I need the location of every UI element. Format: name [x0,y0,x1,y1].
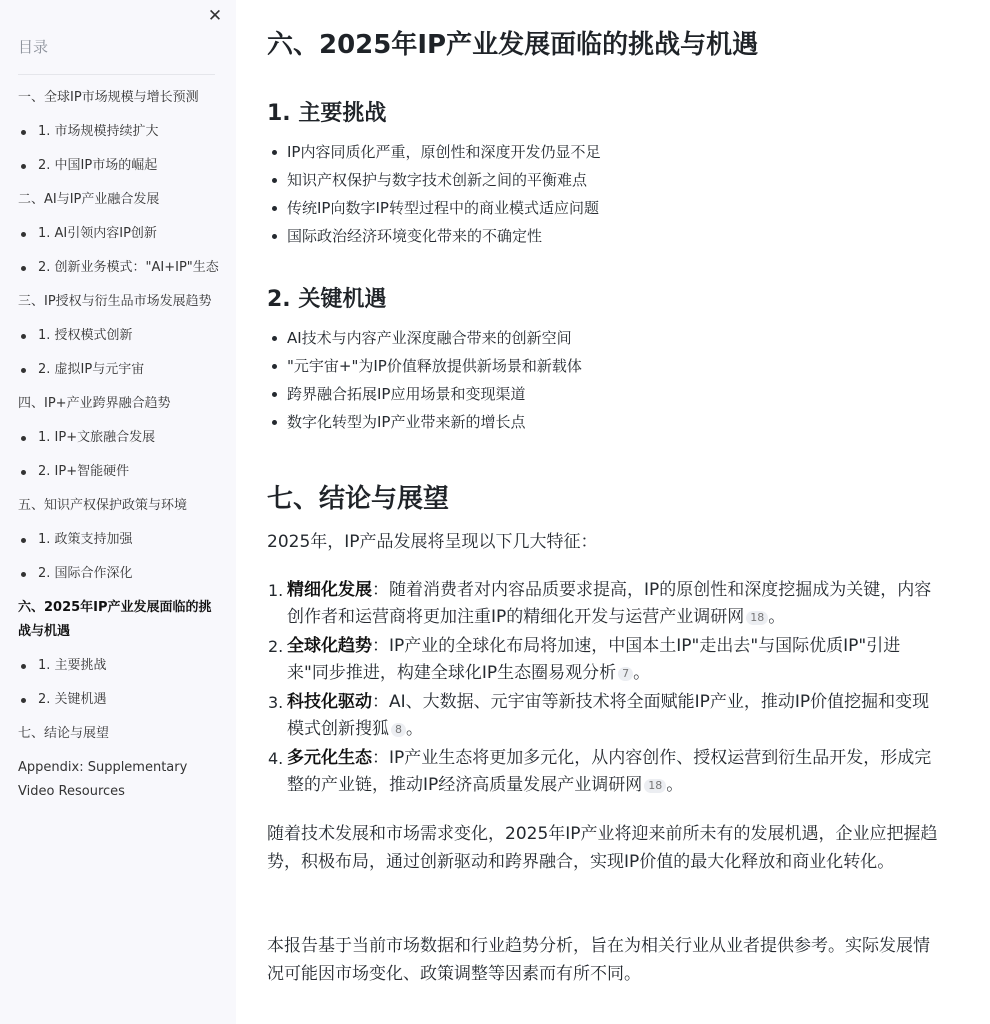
list-item: IP内容同质化严重，原创性和深度开发仍显不足 [267,138,947,166]
features-list [267,577,939,801]
sidebar-item[interactable] [0,688,236,712]
closing-paragraph: 随着技术发展和市场需求变化，2025年IP产业将迎来前所未有的发展机遇，企业应把握趋势，积极布局，通过创新驱动和跨界融合，实现IP价值的最大化释放和商业化转化。 [267,824,938,872]
list-item: 传统IP向数字IP转型过程中的商业模式适应问题 [267,194,947,222]
sidebar-item[interactable] [0,596,236,644]
bullet-icon [21,232,26,237]
list-number: 1. [268,581,284,600]
opportunities-title: 2. 关键机遇 [267,287,387,312]
section-7-title: 七、结论与展望 [267,484,450,514]
sidebar-item[interactable] [0,154,236,178]
list-item: 跨界融合拓展IP应用场景和变现渠道 [267,380,947,408]
sidebar-item[interactable] [0,188,236,212]
bullet-icon [21,538,26,543]
sidebar-item[interactable] [0,460,236,484]
bullet-icon [21,664,26,669]
sidebar-item-label: Appendix: Supplementary Video Resources [18,760,188,799]
list-item [267,689,939,743]
bullet-icon [21,698,26,703]
citation-badge[interactable]: 18 [644,779,666,793]
sidebar-item[interactable] [0,654,236,678]
sidebar-item-label: 五、知识产权保护政策与环境 [18,498,188,513]
list-item: 知识产权保护与数字技术创新之间的平衡难点 [267,166,947,194]
feature-label: 精细化发展 [287,580,372,600]
feature-text: ：随着消费者对内容品质要求提高，IP的原创性和深度挖掘成为关键，内容创作者和运营商将更加注重IP的精细化开发与运营产业调研网 [287,580,932,627]
toc-sidebar [0,0,236,1024]
sidebar-item[interactable] [0,358,236,382]
feature-end: 。 [768,607,786,627]
sidebar-item-label: 七、结论与展望 [18,726,110,741]
sidebar-item-label: 1. IP+文旅融合发展 [38,430,156,445]
citation-badge[interactable]: 18 [746,611,768,625]
opportunities-list [267,324,947,436]
toc-list [0,86,236,814]
sidebar-item-label: 1. 市场规模持续扩大 [38,124,159,139]
toc-divider [18,74,215,75]
list-item [267,633,939,687]
feature-text: ：IP产业生态将更加多元化，从内容创作、授权运营到衍生品开发，形成完整的产业链，推动IP经济高质量发展产业调研网 [287,748,932,795]
conclusion-intro: 2025年，IP产品发展将呈现以下几大特征： [267,532,598,552]
citation-badge[interactable]: 7 [618,667,633,681]
sidebar-item[interactable] [0,120,236,144]
sidebar-item[interactable] [0,562,236,586]
sidebar-item-label: 2. 创新业务模式："AI+IP"生态 [38,260,219,275]
bullet-icon [21,266,26,271]
sidebar-item[interactable] [0,756,236,804]
citation-badge[interactable]: 8 [391,723,406,737]
sidebar-item[interactable] [0,86,236,110]
list-number: 3. [268,693,284,712]
challenges-title: 1. 主要挑战 [267,101,387,126]
sidebar-item[interactable] [0,256,236,280]
section-6-title: 六、2025年IP产业发展面临的挑战与机遇 [267,30,759,60]
list-number: 2. [268,637,284,656]
sidebar-item[interactable] [0,528,236,552]
disclaimer-paragraph: 本报告基于当前市场数据和行业趋势分析，旨在为相关行业从业者提供参考。实际发展情况可能因市场变化、政策调整等因素而有所不同。 [267,936,930,984]
bullet-icon [21,368,26,373]
feature-text: ：AI、大数据、元宇宙等新技术将全面赋能IP产业，推动IP价值挖掘和变现模式创新搜狐 [287,692,930,739]
sidebar-item-label: 一、全球IP市场规模与增长预测 [18,90,199,105]
sidebar-item-label: 2. 虚拟IP与元宇宙 [38,362,145,377]
sidebar-item-label: 2. 国际合作深化 [38,566,133,581]
list-item [267,745,939,799]
sidebar-item[interactable] [0,392,236,416]
list-item [267,577,939,631]
sidebar-item-label: 1. 政策支持加强 [38,532,133,547]
bullet-icon [21,436,26,441]
sidebar-item[interactable] [0,494,236,518]
sidebar-item-label: 二、AI与IP产业融合发展 [18,192,160,207]
sidebar-item-label: 1. 主要挑战 [38,658,107,673]
sidebar-item[interactable] [0,222,236,246]
bullet-icon [21,470,26,475]
bullet-icon [21,572,26,577]
list-item: 国际政治经济环境变化带来的不确定性 [267,222,947,250]
sidebar-item[interactable] [0,426,236,450]
sidebar-item-label: 2. IP+智能硬件 [38,464,130,479]
sidebar-item[interactable] [0,290,236,314]
feature-end: 。 [406,719,423,739]
feature-label: 全球化趋势 [287,636,372,656]
list-item: AI技术与内容产业深度融合带来的创新空间 [267,324,947,352]
sidebar-item-label: 三、IP授权与衍生品市场发展趋势 [18,294,212,309]
feature-end: 。 [666,775,684,795]
bullet-icon [21,130,26,135]
sidebar-item-label: 四、IP+产业跨界融合趋势 [18,396,171,411]
sidebar-item-label: 1. 授权模式创新 [38,328,133,343]
close-icon[interactable]: ✕ [207,6,223,26]
sidebar-item[interactable] [0,324,236,348]
sidebar-item-label: 1. AI引领内容IP创新 [38,226,157,241]
feature-text: ：IP产业的全球化布局将加速，中国本土IP"走出去"与国际优质IP"引进来"同步推进，构建全球化IP生态圈易观分析 [287,636,901,683]
list-item: 数字化转型为IP产业带来新的增长点 [267,408,947,436]
sidebar-item-label: 2. 关键机遇 [38,692,107,707]
feature-label: 科技化驱动 [287,692,372,712]
sidebar-item-label: 2. 中国IP市场的崛起 [38,158,158,173]
bullet-icon [21,334,26,339]
sidebar-item[interactable] [0,722,236,746]
sidebar-item-label: 六、2025年IP产业发展面临的挑战与机遇 [18,600,212,639]
challenges-list [267,138,947,250]
feature-label: 多元化生态 [287,748,372,768]
list-item: "元宇宙+"为IP价值释放提供新场景和新载体 [267,352,947,380]
toc-title: 目录 [18,38,49,56]
list-number: 4. [268,749,284,768]
feature-end: 。 [633,663,651,683]
bullet-icon [21,164,26,169]
